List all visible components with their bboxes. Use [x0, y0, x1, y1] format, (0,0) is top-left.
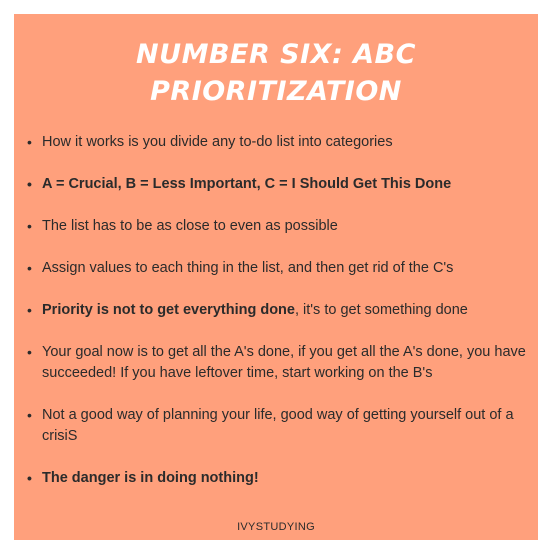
list-item [27, 300, 532, 321]
list-item-text: Assign values to each thing in the list, and then get rid of the C's [42, 260, 454, 276]
list-item-text: The list has to be as close to even as possible [42, 218, 338, 234]
infographic-card [14, 14, 538, 540]
brand-footer: IVYSTUDYING [237, 521, 315, 533]
list-item [27, 216, 532, 237]
list-item-text: The danger is in doing nothing! [42, 470, 259, 486]
title-line-2: PRIORITIZATION [150, 76, 402, 107]
list-item [27, 468, 532, 489]
title-line-1: NUMBER SIX: ABC [136, 39, 416, 70]
bullet-icon: • [27, 470, 32, 486]
bullet-icon: • [27, 302, 32, 318]
list-item [27, 405, 532, 447]
list-item-bold-text: Priority is not to get everything done [42, 302, 295, 318]
list-item-text: , it's to get something done [294, 302, 468, 318]
bullet-icon: • [27, 260, 32, 276]
bullet-icon: • [27, 344, 32, 360]
list-item [27, 132, 532, 153]
bullet-icon: • [27, 176, 32, 192]
list-item-text: A = Crucial, B = Less Important, C = I Should Get This Done [42, 176, 452, 192]
list-item-text: How it works is you divide any to-do list into categories [42, 134, 393, 150]
bullet-icon: • [27, 134, 32, 150]
list-item [27, 342, 532, 384]
list-item-text: Your goal now is to get all the A's done, if you get all the A's done, you have succeeded! If you have leftover time, start working on the B's [42, 344, 526, 381]
bullet-icon: • [27, 407, 32, 423]
list-item [27, 174, 532, 195]
bullet-icon: • [27, 218, 32, 234]
list-item [27, 258, 532, 279]
list-item-text: Not a good way of planning your life, good way of getting yourself out of a crisiS [42, 407, 514, 444]
